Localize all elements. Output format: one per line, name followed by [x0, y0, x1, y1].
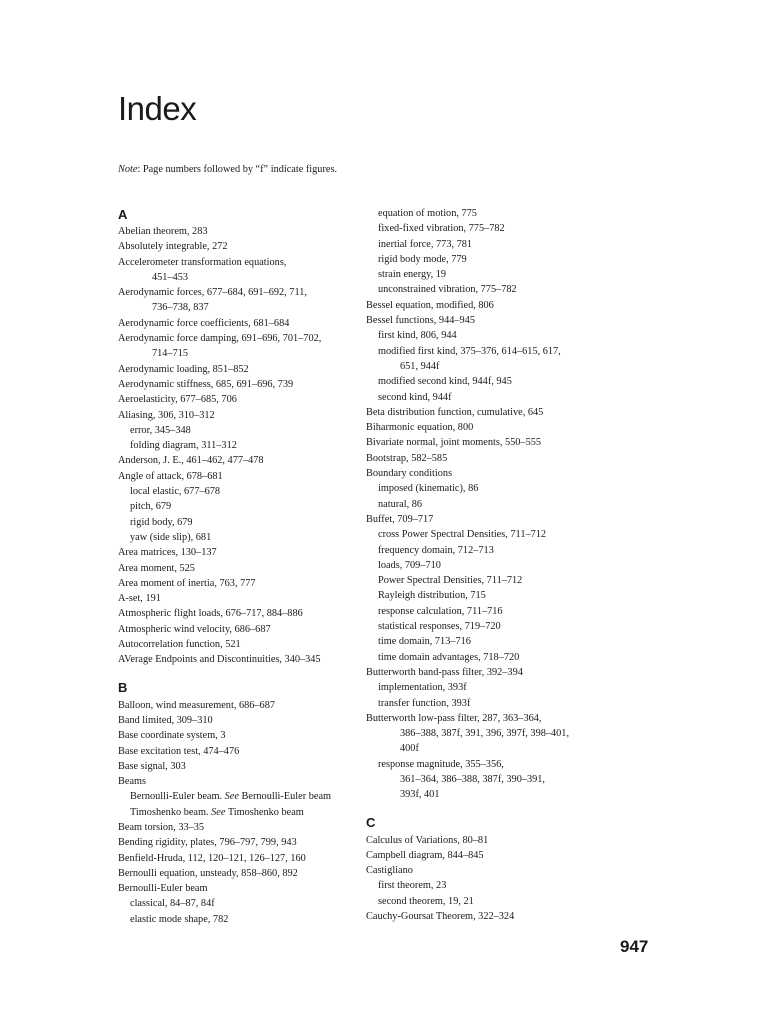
- index-subentry: pitch, 679: [130, 501, 172, 513]
- index-entry: Beam torsion, 33–35: [118, 821, 205, 833]
- index-subentry: loads, 709–710: [378, 559, 441, 571]
- index-subentry-cross-ref: [118, 789, 363, 804]
- index-entry: Abelian theorem, 283: [118, 226, 208, 237]
- index-entry: Bernoulli equation, unsteady, 858–860, 892: [118, 867, 298, 879]
- index-subentry: first kind, 806, 944: [378, 330, 457, 342]
- index-entry: Aerodynamic forces, 677–684, 691–692, 711,: [118, 287, 307, 299]
- cross-ref-target: Bernoulli-Euler beam: [238, 791, 332, 803]
- section-letter-b: B: [118, 679, 128, 695]
- index-entry: Bernoulli-Euler beam: [118, 883, 208, 895]
- index-subentry: response calculation, 711–716: [378, 605, 503, 617]
- index-entry: AVerage Endpoints and Discontinuities, 340–345: [118, 654, 321, 666]
- index-entry: Boundary conditions: [366, 468, 453, 480]
- index-subentry: imposed (kinematic), 86: [378, 483, 479, 495]
- index-subentry: response magnitude, 355–356,: [378, 758, 504, 770]
- index-note: [118, 163, 337, 177]
- index-subentry: error, 345–348: [130, 424, 191, 436]
- index-subentry: inertial force, 773, 781: [378, 238, 473, 250]
- section-letter-a: A: [118, 207, 128, 222]
- page-number: 947: [620, 937, 649, 956]
- index-subentry: rigid body mode, 779: [378, 253, 467, 265]
- index-entry-continuation: 386–388, 387f, 391, 396, 397f, 398–401,: [400, 728, 570, 740]
- index-entry: Bessel equation, modified, 806: [366, 299, 494, 311]
- index-entry: Angle of attack, 678–681: [118, 470, 223, 482]
- index-subentry-continuation: 393f, 401: [400, 789, 440, 801]
- index-subentry-continuation: 651, 944f: [400, 360, 440, 372]
- index-entry: Campbell diagram, 844–845: [366, 849, 484, 861]
- index-subentry: modified first kind, 375–376, 614–615, 617,: [378, 345, 561, 357]
- note-label: Note: [118, 164, 138, 175]
- index-entry: Atmospheric wind velocity, 686–687: [118, 623, 271, 635]
- index-entry: Bending rigidity, plates, 796–797, 799, 943: [118, 837, 297, 849]
- index-subentry: natural, 86: [378, 498, 423, 510]
- index-entry: Beta distribution function, cumulative, 645: [366, 406, 544, 418]
- index-entry: Accelerometer transformation equations,: [118, 256, 287, 268]
- index-entry: Butterworth low-pass filter, 287, 363–364,: [366, 712, 542, 724]
- index-entry: Aerodynamic stiffness, 685, 691–696, 739: [118, 378, 294, 390]
- index-subentry: unconstrained vibration, 775–782: [378, 284, 517, 296]
- entry-text: Timoshenko beam.: [130, 806, 212, 818]
- index-subentry: Rayleigh distribution, 715: [378, 590, 486, 602]
- index-entry: Bessel functions, 944–945: [366, 315, 475, 327]
- index-subentry: time domain advantages, 718–720: [378, 651, 520, 663]
- index-subentry: statistical responses, 719–720: [378, 621, 501, 633]
- index-entry: Aeroelasticity, 677–685, 706: [118, 394, 237, 406]
- entry-text: Bernoulli-Euler beam.: [130, 791, 225, 803]
- index-subentry: transfer function, 393f: [378, 697, 471, 709]
- section-letter-c: C: [366, 814, 376, 830]
- index-entry: Benfield-Hruda, 112, 120–121, 126–127, 160: [118, 852, 306, 864]
- index-entry: Base signal, 303: [118, 760, 186, 772]
- index-entry: Butterworth band-pass filter, 392–394: [366, 666, 523, 678]
- index-entry-continuation: 736–738, 837: [152, 302, 209, 314]
- index-entry-continuation: 400f: [400, 743, 419, 755]
- index-entry: Aerodynamic force damping, 691–696, 701–702,: [118, 333, 322, 345]
- index-entry: A-set, 191: [118, 593, 161, 605]
- index-subentry: fixed-fixed vibration, 775–782: [378, 223, 505, 235]
- page-title: Index: [118, 90, 197, 127]
- index-subentry: classical, 84–87, 84f: [130, 898, 215, 910]
- index-entry: Aliasing, 306, 310–312: [118, 409, 215, 421]
- index-entry: Base coordinate system, 3: [118, 730, 226, 742]
- index-subentry: elastic mode shape, 782: [130, 913, 229, 925]
- index-entry: Bootstrap, 582–585: [366, 452, 448, 464]
- index-entry: Area moment of inertia, 763, 777: [118, 577, 256, 589]
- index-entry: Biharmonic equation, 800: [366, 422, 474, 434]
- index-entry: Beams: [118, 776, 147, 788]
- index-subentry: rigid body, 679: [130, 516, 193, 528]
- index-entry-continuation: 714–715: [152, 348, 189, 360]
- index-subentry-cross-ref: [118, 805, 363, 820]
- index-entry: Atmospheric flight loads, 676–717, 884–886: [118, 608, 303, 620]
- index-entry: Bivariate normal, joint moments, 550–555: [366, 437, 542, 449]
- see-label: See: [224, 791, 239, 803]
- index-subentry: folding diagram, 311–312: [130, 440, 237, 452]
- cross-ref-target: Timoshenko beam: [225, 806, 304, 818]
- index-entry: Base excitation test, 474–476: [118, 745, 240, 757]
- index-entry: Aerodynamic force coefficients, 681–684: [118, 317, 290, 329]
- index-subentry: modified second kind, 944f, 945: [378, 376, 512, 388]
- index-entry: Castigliano: [366, 865, 413, 877]
- index-subentry: second theorem, 19, 21: [378, 895, 474, 907]
- index-subentry: equation of motion, 775: [378, 208, 477, 219]
- index-subentry: first theorem, 23: [378, 880, 447, 892]
- index-subentry: time domain, 713–716: [378, 636, 471, 648]
- see-label: See: [211, 806, 226, 818]
- index-entry: Cauchy-Goursat Theorem, 322–324: [366, 911, 515, 923]
- index-column-left: [118, 206, 363, 927]
- index-entry: Balloon, wind measurement, 686–687: [118, 699, 276, 711]
- index-entry: Aerodynamic loading, 851–852: [118, 363, 249, 375]
- index-subentry: yaw (side slip), 681: [130, 531, 212, 543]
- index-entry: Area matrices, 130–137: [118, 547, 217, 559]
- index-entry: Anderson, J. E., 461–462, 477–478: [118, 455, 264, 467]
- index-column-right: [366, 206, 611, 924]
- index-subentry: frequency domain, 712–713: [378, 544, 494, 556]
- index-entry-continuation: 451–453: [152, 271, 189, 283]
- index-entry: Band limited, 309–310: [118, 714, 213, 726]
- index-entry: Area moment, 525: [118, 562, 195, 574]
- index-subentry: local elastic, 677–678: [130, 486, 221, 498]
- note-text: : Page numbers followed by “f” indicate figures.: [137, 164, 338, 175]
- index-subentry: implementation, 393f: [378, 682, 467, 694]
- index-entry: Absolutely integrable, 272: [118, 241, 228, 253]
- index-entry: Buffet, 709–717: [366, 513, 434, 525]
- index-subentry: cross Power Spectral Densities, 711–712: [378, 529, 547, 541]
- index-entry: Calculus of Variations, 80–81: [366, 834, 489, 846]
- index-entry: Autocorrelation function, 521: [118, 639, 241, 651]
- index-subentry: second kind, 944f: [378, 391, 452, 403]
- index-subentry: strain energy, 19: [378, 269, 447, 281]
- index-subentry-continuation: 361–364, 386–388, 387f, 390–391,: [400, 773, 546, 785]
- index-subentry: Power Spectral Densities, 711–712: [378, 575, 523, 587]
